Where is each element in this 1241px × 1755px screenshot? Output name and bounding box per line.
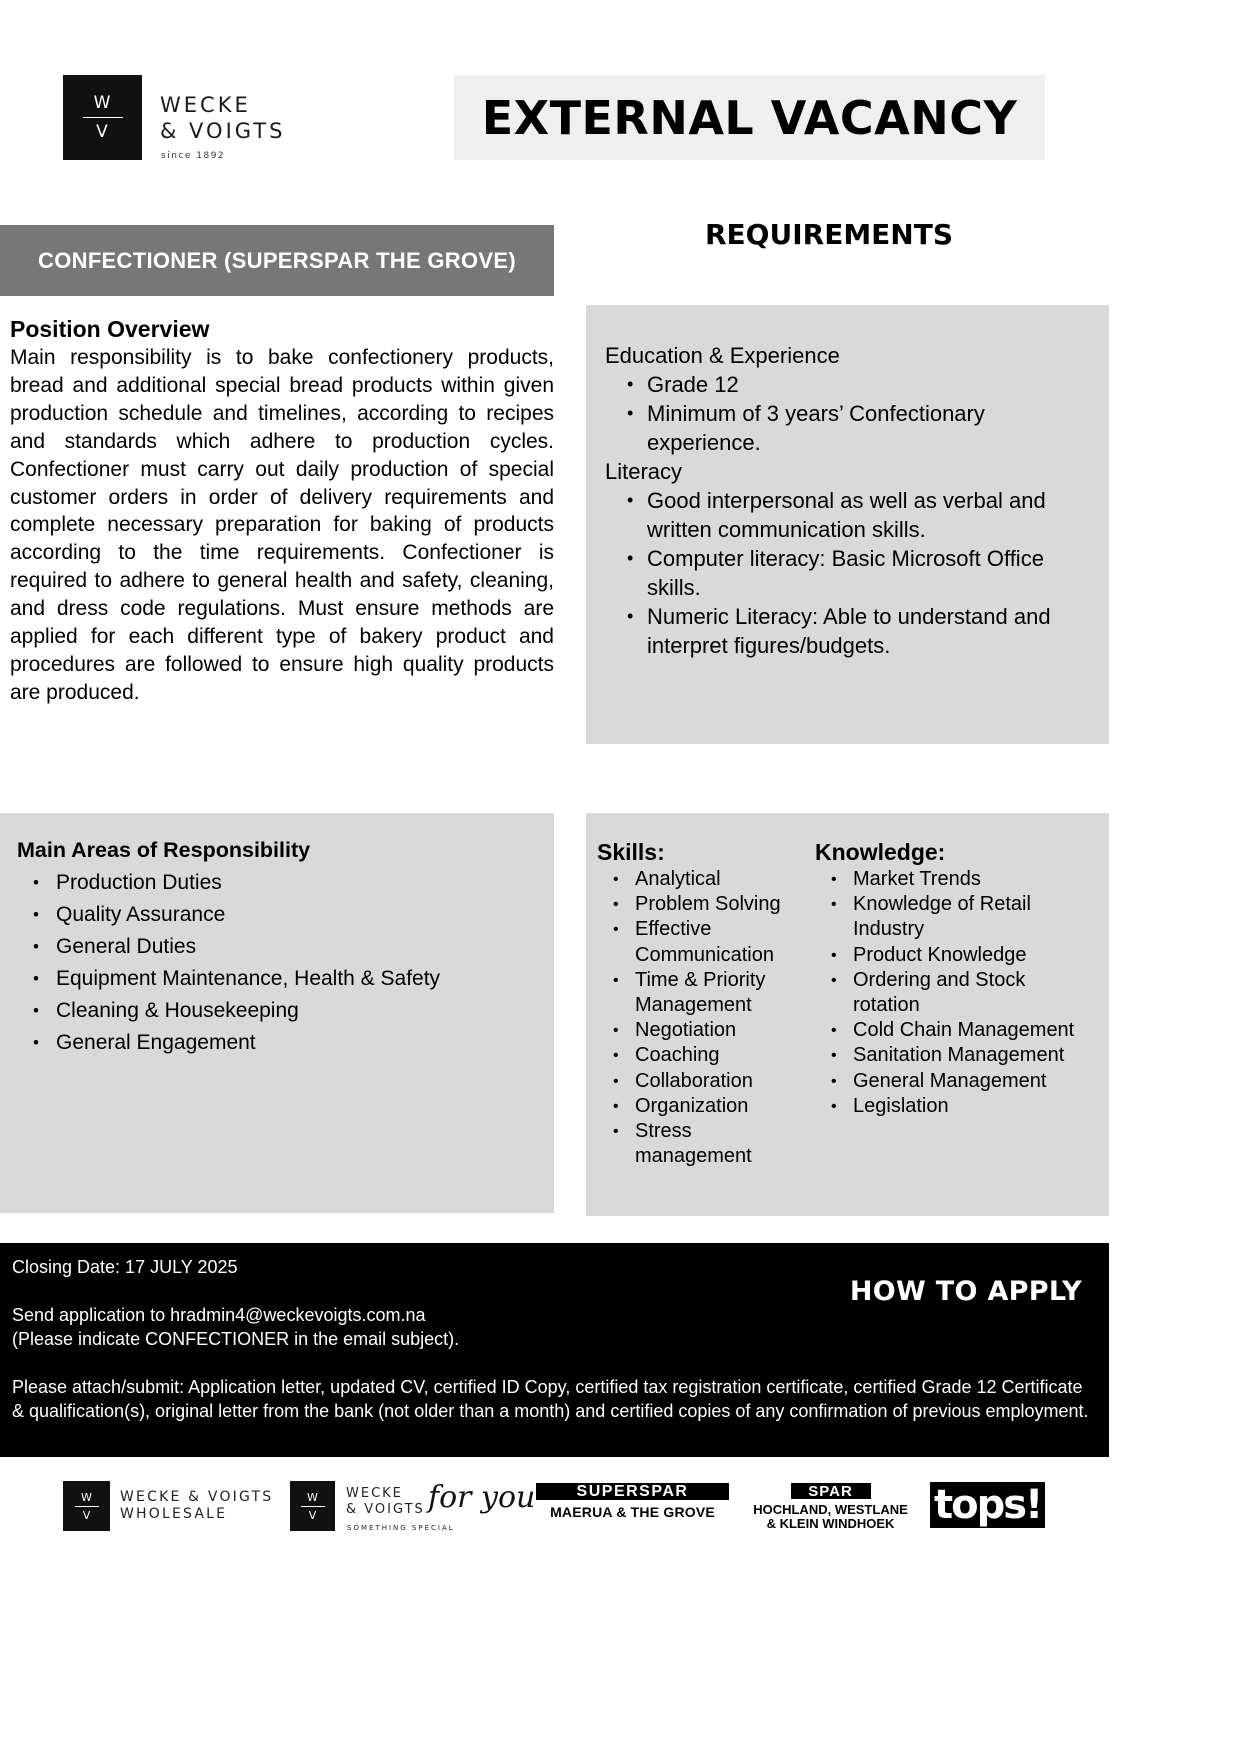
tops-logo: tops! [930, 1482, 1045, 1528]
education-list [627, 370, 1095, 457]
logo-letter-bottom: V [82, 1508, 91, 1522]
list-item: • Market Trends [831, 867, 1101, 892]
closing-date: Closing Date: 17 JULY 2025 [12, 1257, 238, 1277]
list-item: • Negotiation [613, 1018, 812, 1043]
send-application-line: Send application to hradmin4@weckevoigts.com.na [12, 1305, 426, 1325]
knowledge-list [831, 867, 1101, 1119]
company-name-line2: & VOIGTS [160, 119, 286, 143]
attachments-note: Please attach/submit: Application letter, updated CV, certified ID Copy, certified tax registration certificate, certified Grade 12 Certificate & qualification(s), original letter from the bank (not older than a month) and certified copies of any confirmation of previous employment. [12, 1377, 1089, 1421]
list-item: • Effective Communication [613, 917, 812, 967]
wholesale-line1: WECKE & VOIGTS [120, 1489, 274, 1505]
spar-logo [748, 1483, 913, 1531]
list-item: • Ordering and Stock rotation [831, 968, 1041, 1018]
list-item: • Cold Chain Management [831, 1018, 1101, 1043]
position-overview [10, 314, 554, 707]
list-item: • Grade 12 [627, 370, 1095, 399]
logo-divider [83, 117, 123, 118]
logo-divider [75, 1506, 99, 1507]
spar-sub-line1: HOCHLAND, WESTLANE [753, 1502, 908, 1517]
list-item: • Computer literacy: Basic Microsoft Office skills. [627, 544, 1095, 602]
literacy-list [627, 486, 1095, 660]
superspar-name: SUPERSPAR [536, 1483, 729, 1500]
skills-knowledge-panel [586, 813, 1109, 1216]
responsibilities-list [33, 867, 538, 1059]
list-item: • Time & Priority Management [613, 968, 812, 1018]
logo-letter-top: W [307, 1490, 318, 1504]
skills-heading: Skills: [597, 839, 665, 865]
superspar-sub: MAERUA & THE GROVE [550, 1504, 715, 1520]
list-item: • Quality Assurance [33, 899, 538, 931]
company-name-line1: WECKE [160, 93, 251, 117]
vacancy-banner [454, 75, 1045, 160]
spar-sub-line2: & KLEIN WINDHOEK [766, 1516, 895, 1531]
literacy-heading: Literacy [605, 459, 683, 484]
foryou-logo-mark [290, 1481, 335, 1531]
list-item: • Stress management [613, 1119, 812, 1169]
requirements-panel [586, 305, 1109, 744]
responsibilities-heading: Main Areas of Responsibility [17, 838, 311, 862]
logo-divider [301, 1506, 325, 1507]
list-item: • Equipment Maintenance, Health & Safety [33, 963, 538, 995]
how-to-apply-heading: HOW TO APPLY [849, 1276, 1082, 1307]
superspar-logo [536, 1483, 729, 1520]
company-name [160, 92, 285, 144]
list-item: • General Engagement [33, 1027, 538, 1059]
logo-letter-bottom: V [308, 1508, 317, 1522]
logo-letter-top: W [93, 93, 112, 113]
knowledge-column [815, 837, 1105, 1119]
spar-name: SPAR [791, 1483, 871, 1499]
skills-list [613, 867, 812, 1169]
company-since: since 1892 [161, 151, 226, 161]
list-item: • General Management [831, 1069, 1101, 1094]
list-item: • Legislation [831, 1094, 1101, 1119]
list-item: • Good interpersonal as well as verbal and written communication skills. [627, 486, 1095, 544]
logo-letter-bottom: V [96, 122, 109, 142]
wholesale-line2: WHOLESALE [120, 1506, 228, 1522]
list-item: • Coaching [613, 1043, 812, 1068]
company-logo-mark [63, 75, 142, 160]
logo-letter-top: W [81, 1490, 92, 1504]
wholesale-logo-mark [63, 1481, 110, 1531]
requirements-heading: REQUIREMENTS [704, 218, 954, 251]
list-item: • Problem Solving [613, 892, 812, 917]
education-heading: Education & Experience [605, 343, 840, 368]
how-to-apply-section [0, 1243, 1109, 1457]
foryou-script: for you [428, 1480, 536, 1515]
foryou-line1: WECKE [346, 1486, 403, 1501]
responsibilities-panel [0, 813, 554, 1213]
list-item: • Knowledge of Retail Industry [831, 892, 1041, 942]
knowledge-heading: Knowledge: [815, 839, 946, 865]
list-item: • Organization [613, 1094, 812, 1119]
position-title: CONFECTIONER (SUPERSPAR THE GROVE) [38, 247, 516, 273]
wholesale-logo-text [120, 1489, 273, 1523]
overview-text: Main responsibility is to bake confectionery products, bread and additional special bread products within given production schedule and timelines, according to recipes and standards which adhere to production cycles. Confectioner must carry out daily production of special customer orders in order of delivery requirements and complete necessary preparation for baking of products according to the time requirements. Confectioner is required to adhere to general health and safety, cleaning, and dress code regulations. Must ensure methods are applied for each different type of bakery product and procedures are followed to ensure high quality products are produced. [10, 346, 554, 704]
foryou-logo-text [346, 1486, 425, 1518]
list-item: • Minimum of 3 years’ Confectionary experience. [627, 399, 1095, 457]
foryou-tagline: SOMETHING SPECIAL [347, 1524, 455, 1532]
list-item: • Production Duties [33, 867, 538, 899]
list-item: • Numeric Literacy: Able to understand and interpret figures/budgets. [627, 602, 1095, 660]
skills-column [597, 837, 812, 1169]
list-item: • General Duties [33, 931, 538, 963]
list-item: • Collaboration [613, 1069, 812, 1094]
list-item: • Sanitation Management [831, 1043, 1101, 1068]
vacancy-title: EXTERNAL VACANCY [481, 90, 1018, 145]
overview-heading: Position Overview [10, 316, 210, 342]
list-item: • Product Knowledge [831, 943, 1101, 968]
list-item: • Analytical [613, 867, 812, 892]
email-subject-note: (Please indicate CONFECTIONER in the email subject). [12, 1329, 460, 1349]
position-title-bar [0, 225, 554, 296]
foryou-line2: & VOIGTS [346, 1502, 425, 1517]
list-item: • Cleaning & Housekeeping [33, 995, 538, 1027]
